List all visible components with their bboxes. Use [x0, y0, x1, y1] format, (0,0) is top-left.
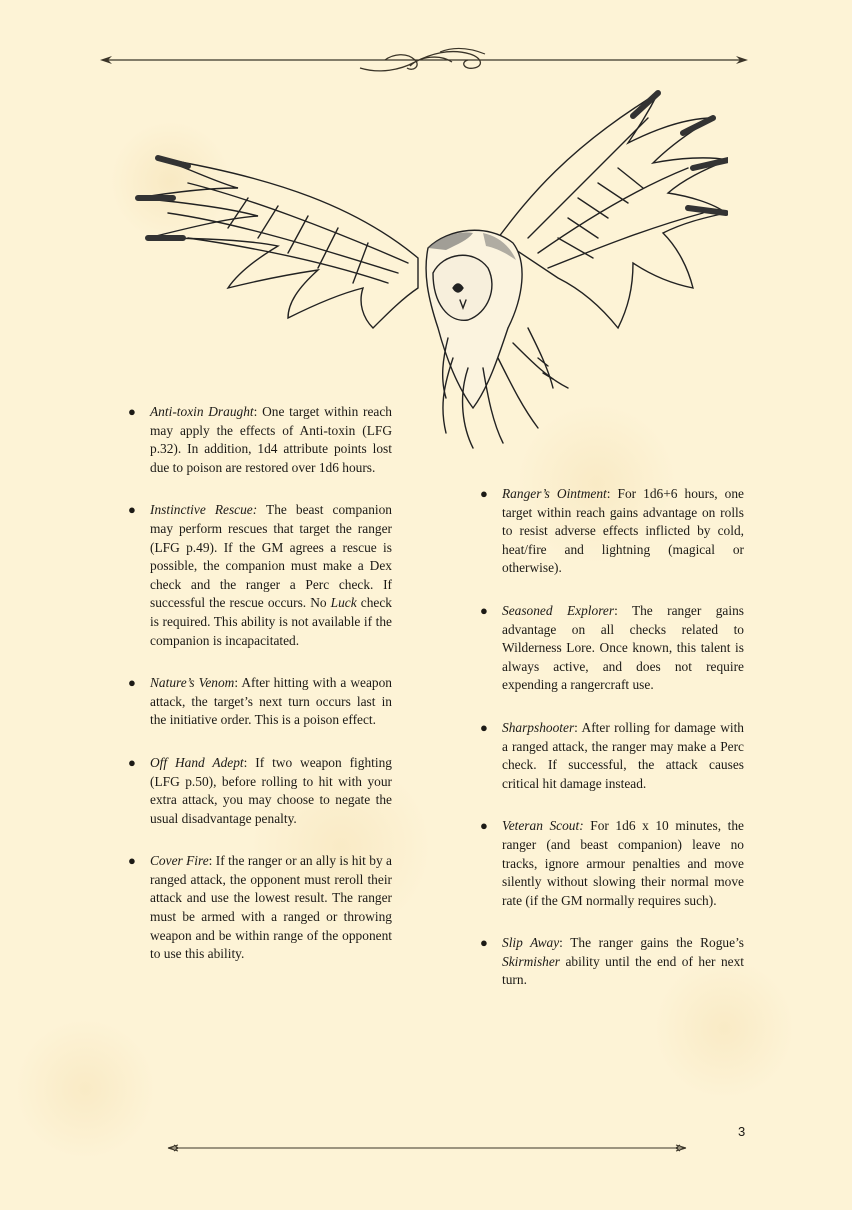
- ability-name: Veteran Scout:: [502, 818, 584, 834]
- list-item-seasoned-explorer: ● Seasoned Explorer: The ranger gains advantage on all checks related to Wilderness Lore. Once known, this talent is always active, and does not require expending a rangercraft use.: [480, 602, 744, 693]
- ability-description: The ranger gains the Rogue’s: [562, 935, 745, 951]
- ability-name: Ranger’s Ointment: [502, 486, 607, 501]
- ability-description: If two weapon fighting (LFG p.50), before rolling to hit with your extra attack, you may choose to negate the usual disadvantage penalty.: [150, 754, 392, 826]
- list-item-anti-toxin-draught: ● Anti-toxin Draught: One target within reach may apply the effects of Anti-toxin (LFG p.32). In addition, 1d4 attribute points lost due to poison are restored over 1d6 hours.: [128, 404, 392, 475]
- ability-name: Anti-toxin Draught: [150, 404, 254, 419]
- bullet-icon: ●: [128, 404, 136, 419]
- ability-description: One target within reach may apply the effects of Anti-toxin (LFG p.32). In addition, 1d4 attribute points lost due to poison are restored over 1d6 hours.: [150, 404, 392, 475]
- ability-name: Seasoned Explorer: [502, 602, 615, 618]
- ability-name: Instinctive Rescue:: [150, 502, 258, 518]
- emphasis-term: Skirmisher: [502, 953, 561, 969]
- ability-description: After rolling for damage with a ranged attack, the ranger may make a Perc check. If successful, the attack causes critical hit damage instead.: [502, 719, 744, 791]
- list-item-sharpshooter: ● Sharpshooter: After rolling for damage with a ranged attack, the ranger may make a Perc check. If successful, the attack causes critical hit damage instead.: [480, 719, 744, 791]
- ability-description: If the ranger or an ally is hit by a ranged attack, the opponent must reroll their attack and use the lowest result. The ranger must be armed with a ranged or throwing weapon and be within range of the opponent to use this ability.: [150, 853, 392, 962]
- list-item-cover-fire: ● Cover Fire: If the ranger or an ally is hit by a ranged attack, the opponent must reroll their attack and use the lowest result. The ranger must be armed with a ranged or throwing weapon and be within range of the opponent to use this ability.: [128, 853, 392, 962]
- list-item-slip-away: ● Slip Away: The ranger gains the Rogue’s Skirmisher ability until the end of her next turn.: [480, 935, 745, 988]
- bullet-icon: ●: [128, 675, 136, 691]
- bullet-icon: ●: [480, 935, 488, 951]
- list-item-rangers-ointment: ● Ranger’s Ointment: For 1d6+6 hours, one target within reach gains advantage on rolls to resist adverse effects inflicted by cold, heat/fire and lightning (magical or otherwise).: [480, 486, 744, 576]
- list-item-natures-venom: ● Nature’s Venom: After hitting with a weapon attack, the target’s next turn occurs last in the initiative order. This is a poison effect.: [128, 675, 392, 728]
- bullet-icon: ●: [480, 719, 488, 735]
- ability-description: The beast companion may perform rescues that target the ranger (LFG p.49). If the GM agrees a rescue is possible, the companion must make a Dex check and the ranger a Perc check. If successful the rescue occurs. No: [150, 502, 392, 611]
- list-item-instinctive-rescue: ● Instinctive Rescue: The beast companion may perform rescues that target the ranger (LFG p.49). If the GM agrees a rescue is possible, the companion must make a Dex check and the ranger a Perc check. If successful the rescue occurs. No Luck check is required. This ability is not available if the companion is incapacitated.: [128, 502, 392, 648]
- ability-description: The ranger gains advantage on all checks related to Wilderness Lore. Once known, this talent is always active, and does not require expending a rangercraft use.: [502, 602, 744, 693]
- page-number: 3: [738, 1124, 746, 1139]
- ability-description: For 1d6 x 10 minutes, the ranger (and beast companion) leave no tracks, ignore armour penalties and move silently without slowing their normal move rate (if the GM normally requires such).: [502, 818, 744, 908]
- ability-name: Nature’s Venom: [150, 675, 235, 691]
- bullet-icon: ●: [480, 818, 488, 834]
- right-column: [480, 485, 744, 1014]
- ability-description: For 1d6+6 hours, one target within reach gains advantage on rolls to resist adverse effects inflicted by cold, heat/fire and lightning (magical or otherwise).: [502, 486, 744, 576]
- ability-name: Sharpshooter: [502, 719, 575, 735]
- left-column: [128, 403, 392, 988]
- ability-name: Slip Away: [502, 935, 560, 951]
- list-item-off-hand-adept: ● Off Hand Adept: If two weapon fighting (LFG p.50), before rolling to hit with your extra attack, you may choose to negate the usual disadvantage penalty.: [128, 754, 392, 826]
- emphasis-term: Luck: [330, 595, 357, 611]
- bullet-icon: ●: [480, 602, 488, 618]
- bottom-arrow-divider: [0, 1138, 852, 1158]
- ability-description: After hitting with a weapon attack, the target’s next turn occurs last in the initiative order. This is a poison effect.: [150, 675, 392, 728]
- bullet-icon: ●: [128, 754, 136, 770]
- bullet-icon: ●: [128, 853, 136, 869]
- bullet-icon: ●: [128, 502, 136, 518]
- ability-name: Off Hand Adept: [150, 754, 244, 770]
- ability-name: Cover Fire: [150, 853, 209, 869]
- bullet-icon: ●: [480, 486, 488, 501]
- list-item-veteran-scout: [480, 817, 744, 910]
